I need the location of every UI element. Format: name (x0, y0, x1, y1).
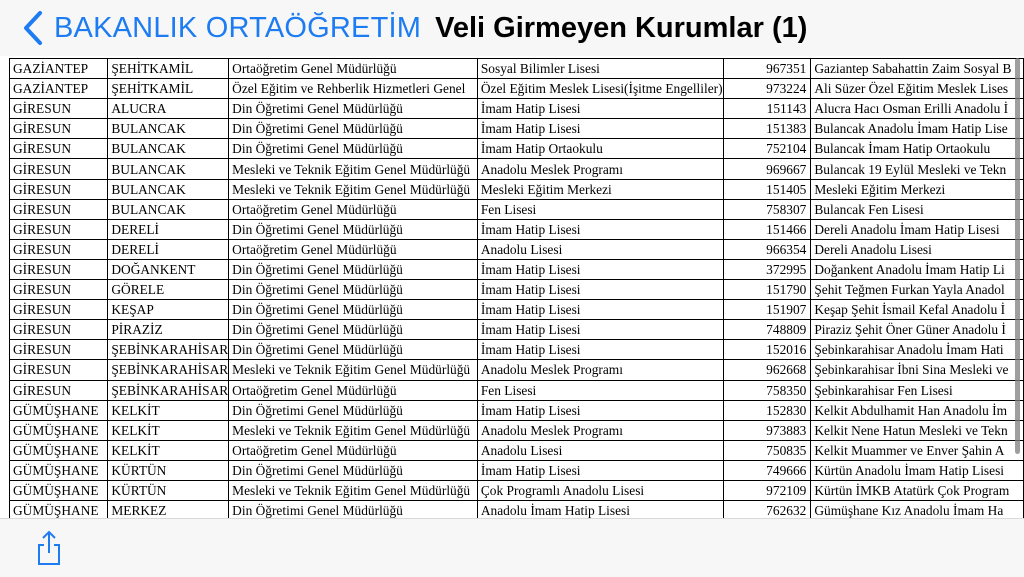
cell-province: GİRESUN (10, 219, 108, 239)
cell-institution-code: 372995 (723, 259, 811, 279)
cell-institution-type: İmam Hatip Lisesi (477, 99, 723, 119)
cell-province: GİRESUN (10, 340, 108, 360)
cell-province: GÜMÜŞHANE (10, 440, 108, 460)
cell-institution-name: Ali Süzer Özel Eğitim Meslek Lises (811, 79, 1024, 99)
cell-institution-name: Kelkit Nene Hatun Mesleki ve Tekn (811, 420, 1024, 440)
cell-institution-type: İmam Hatip Lisesi (477, 219, 723, 239)
cell-district: MERKEZ (108, 501, 229, 518)
cell-institution-code: 151405 (723, 179, 811, 199)
cell-institution-name: Şebinkarahisar İbni Sina Mesleki ve (811, 360, 1024, 380)
back-button[interactable] (0, 0, 421, 56)
cell-district: ŞEBİNKARAHİSAR (108, 360, 229, 380)
cell-directorate: Din Öğretimi Genel Müdürlüğü (229, 259, 478, 279)
table-row (10, 99, 1024, 119)
cell-institution-code: 151383 (723, 119, 811, 139)
cell-directorate: Ortaöğretim Genel Müdürlüğü (229, 199, 478, 219)
cell-province: GİRESUN (10, 320, 108, 340)
cell-directorate: Mesleki ve Teknik Eğitim Genel Müdürlüğü (229, 360, 478, 380)
cell-institution-code: 152016 (723, 340, 811, 360)
table-row (10, 360, 1024, 380)
cell-institution-name: Gümüşhane Kız Anadolu İmam Ha (811, 501, 1024, 518)
cell-directorate: Din Öğretimi Genel Müdürlüğü (229, 501, 478, 518)
cell-directorate: Ortaöğretim Genel Müdürlüğü (229, 239, 478, 259)
table-row (10, 59, 1024, 79)
cell-province: GÜMÜŞHANE (10, 400, 108, 420)
cell-institution-type: Anadolu Lisesi (477, 239, 723, 259)
document-viewer[interactable] (0, 56, 1024, 518)
cell-province: GİRESUN (10, 119, 108, 139)
cell-province: GİRESUN (10, 179, 108, 199)
cell-province: GAZİANTEP (10, 79, 108, 99)
table-row (10, 460, 1024, 480)
cell-institution-type: İmam Hatip Lisesi (477, 400, 723, 420)
cell-district: KELKİT (108, 400, 229, 420)
bottom-toolbar (0, 518, 1024, 577)
cell-district: KÜRTÜN (108, 480, 229, 500)
cell-institution-type: İmam Hatip Ortaokulu (477, 139, 723, 159)
cell-institution-name: Şehit Teğmen Furkan Yayla Anadol (811, 280, 1024, 300)
cell-institution-name: Keşap Şehit İsmail Kefal Anadolu İ (811, 300, 1024, 320)
scrollbar[interactable] (1015, 56, 1020, 456)
cell-province: GÜMÜŞHANE (10, 501, 108, 518)
cell-directorate: Din Öğretimi Genel Müdürlüğü (229, 460, 478, 480)
table-row (10, 380, 1024, 400)
cell-province: GİRESUN (10, 259, 108, 279)
cell-institution-type: İmam Hatip Lisesi (477, 119, 723, 139)
cell-institution-name: Bulancak 19 Eylül Mesleki ve Tekn (811, 159, 1024, 179)
cell-institution-code: 962668 (723, 360, 811, 380)
table-row (10, 280, 1024, 300)
cell-directorate: Din Öğretimi Genel Müdürlüğü (229, 139, 478, 159)
cell-institution-code: 749666 (723, 460, 811, 480)
institutions-table (9, 58, 1024, 518)
cell-directorate: Din Öğretimi Genel Müdürlüğü (229, 340, 478, 360)
table-row (10, 300, 1024, 320)
cell-directorate: Din Öğretimi Genel Müdürlüğü (229, 280, 478, 300)
cell-institution-code: 151907 (723, 300, 811, 320)
cell-province: GİRESUN (10, 139, 108, 159)
cell-directorate: Özel Eğitim ve Rehberlik Hizmetleri Genel (229, 79, 478, 99)
cell-directorate: Din Öğretimi Genel Müdürlüğü (229, 320, 478, 340)
cell-institution-type: İmam Hatip Lisesi (477, 340, 723, 360)
table-row (10, 420, 1024, 440)
cell-district: ŞEHİTKAMİL (108, 59, 229, 79)
cell-institution-name: Şebinkarahisar Fen Lisesi (811, 380, 1024, 400)
table-row (10, 119, 1024, 139)
table-row (10, 501, 1024, 518)
cell-institution-type: Anadolu Meslek Programı (477, 360, 723, 380)
table-row (10, 199, 1024, 219)
cell-institution-type: Anadolu Meslek Programı (477, 420, 723, 440)
cell-institution-type: Özel Eğitim Meslek Lisesi(İşitme Engelliler) (477, 79, 723, 99)
cell-directorate: Mesleki ve Teknik Eğitim Genel Müdürlüğü (229, 179, 478, 199)
table-row (10, 340, 1024, 360)
cell-institution-code: 973224 (723, 79, 811, 99)
table-row (10, 259, 1024, 279)
cell-district: GÖRELE (108, 280, 229, 300)
cell-institution-code: 752104 (723, 139, 811, 159)
cell-institution-code: 762632 (723, 501, 811, 518)
cell-province: GİRESUN (10, 239, 108, 259)
table-row (10, 139, 1024, 159)
cell-district: KELKİT (108, 440, 229, 460)
cell-institution-code: 750835 (723, 440, 811, 460)
cell-province: GİRESUN (10, 360, 108, 380)
cell-institution-name: Doğankent Anadolu İmam Hatip Li (811, 259, 1024, 279)
cell-institution-name: Gaziantep Sabahattin Zaim Sosyal B (811, 59, 1024, 79)
cell-institution-name: Dereli Anadolu İmam Hatip Lisesi (811, 219, 1024, 239)
cell-institution-type: Sosyal Bilimler Lisesi (477, 59, 723, 79)
navigation-bar (0, 0, 1024, 56)
cell-institution-name: Şebinkarahisar Anadolu İmam Hati (811, 340, 1024, 360)
cell-district: BULANCAK (108, 199, 229, 219)
cell-institution-type: İmam Hatip Lisesi (477, 320, 723, 340)
cell-institution-code: 972109 (723, 480, 811, 500)
page-title: Veli Girmeyen Kurumlar (1) (435, 11, 808, 44)
table-row (10, 219, 1024, 239)
cell-district: ŞEBİNKARAHİSAR (108, 340, 229, 360)
cell-district: ŞEBİNKARAHİSAR (108, 380, 229, 400)
cell-institution-code: 152830 (723, 400, 811, 420)
cell-province: GİRESUN (10, 99, 108, 119)
cell-institution-code: 966354 (723, 239, 811, 259)
cell-province: GİRESUN (10, 280, 108, 300)
cell-institution-type: İmam Hatip Lisesi (477, 280, 723, 300)
cell-province: GİRESUN (10, 380, 108, 400)
cell-institution-code: 758350 (723, 380, 811, 400)
cell-district: ŞEHİTKAMİL (108, 79, 229, 99)
cell-institution-name: Kürtün Anadolu İmam Hatip Lisesi (811, 460, 1024, 480)
cell-institution-name: Dereli Anadolu Lisesi (811, 239, 1024, 259)
cell-province: GİRESUN (10, 199, 108, 219)
table-row (10, 159, 1024, 179)
cell-institution-type: Mesleki Eğitim Merkezi (477, 179, 723, 199)
cell-directorate: Mesleki ve Teknik Eğitim Genel Müdürlüğü (229, 480, 478, 500)
cell-province: GÜMÜŞHANE (10, 420, 108, 440)
cell-district: KELKİT (108, 420, 229, 440)
cell-province: GİRESUN (10, 159, 108, 179)
cell-institution-type: Fen Lisesi (477, 199, 723, 219)
cell-institution-type: Anadolu Meslek Programı (477, 159, 723, 179)
cell-directorate: Mesleki ve Teknik Eğitim Genel Müdürlüğü (229, 159, 478, 179)
cell-district: DERELİ (108, 219, 229, 239)
cell-institution-name: Bulancak Fen Lisesi (811, 199, 1024, 219)
table-row (10, 400, 1024, 420)
cell-directorate: Ortaöğretim Genel Müdürlüğü (229, 59, 478, 79)
cell-directorate: Ortaöğretim Genel Müdürlüğü (229, 380, 478, 400)
cell-institution-type: İmam Hatip Lisesi (477, 460, 723, 480)
cell-institution-name: Kürtün İMKB Atatürk Çok Program (811, 480, 1024, 500)
cell-directorate: Din Öğretimi Genel Müdürlüğü (229, 99, 478, 119)
cell-district: PİRAZİZ (108, 320, 229, 340)
cell-institution-name: Mesleki Eğitim Merkezi (811, 179, 1024, 199)
cell-district: BULANCAK (108, 139, 229, 159)
cell-institution-type: İmam Hatip Lisesi (477, 300, 723, 320)
cell-institution-code: 151790 (723, 280, 811, 300)
cell-institution-type: Anadolu Lisesi (477, 440, 723, 460)
table-row (10, 179, 1024, 199)
share-icon[interactable] (34, 529, 64, 567)
cell-directorate: Ortaöğretim Genel Müdürlüğü (229, 440, 478, 460)
cell-institution-name: Piraziz Şehit Öner Güner Anadolu İ (811, 320, 1024, 340)
cell-directorate: Din Öğretimi Genel Müdürlüğü (229, 400, 478, 420)
cell-province: GAZİANTEP (10, 59, 108, 79)
cell-institution-type: Anadolu İmam Hatip Lisesi (477, 501, 723, 518)
back-button-label: BAKANLIK ORTAÖĞRETİM (54, 11, 422, 44)
cell-institution-code: 151466 (723, 219, 811, 239)
cell-province: GÜMÜŞHANE (10, 480, 108, 500)
table-row (10, 239, 1024, 259)
cell-institution-code: 969667 (723, 159, 811, 179)
cell-institution-code: 748809 (723, 320, 811, 340)
cell-directorate: Mesleki ve Teknik Eğitim Genel Müdürlüğü (229, 420, 478, 440)
cell-province: GÜMÜŞHANE (10, 460, 108, 480)
cell-district: BULANCAK (108, 119, 229, 139)
cell-district: BULANCAK (108, 159, 229, 179)
cell-institution-name: Kelkit Muammer ve Enver Şahin A (811, 440, 1024, 460)
cell-province: GİRESUN (10, 300, 108, 320)
cell-institution-name: Kelkit Abdulhamit Han Anadolu İm (811, 400, 1024, 420)
cell-institution-name: Bulancak Anadolu İmam Hatip Lise (811, 119, 1024, 139)
cell-institution-code: 973883 (723, 420, 811, 440)
cell-directorate: Din Öğretimi Genel Müdürlüğü (229, 219, 478, 239)
cell-institution-type: Çok Programlı Anadolu Lisesi (477, 480, 723, 500)
cell-institution-type: İmam Hatip Lisesi (477, 259, 723, 279)
cell-district: KÜRTÜN (108, 460, 229, 480)
cell-institution-code: 758307 (723, 199, 811, 219)
cell-institution-code: 151143 (723, 99, 811, 119)
table-row (10, 480, 1024, 500)
cell-district: DOĞANKENT (108, 259, 229, 279)
cell-district: KEŞAP (108, 300, 229, 320)
cell-directorate: Din Öğretimi Genel Müdürlüğü (229, 119, 478, 139)
table-row (10, 79, 1024, 99)
cell-institution-type: Fen Lisesi (477, 380, 723, 400)
cell-institution-name: Bulancak İmam Hatip Ortaokulu (811, 139, 1024, 159)
cell-district: ALUCRA (108, 99, 229, 119)
cell-institution-code: 967351 (723, 59, 811, 79)
chevron-left-icon (18, 0, 48, 56)
cell-directorate: Din Öğretimi Genel Müdürlüğü (229, 300, 478, 320)
table-row (10, 440, 1024, 460)
cell-district: BULANCAK (108, 179, 229, 199)
table-row (10, 320, 1024, 340)
cell-institution-name: Alucra Hacı Osman Erilli Anadolu İ (811, 99, 1024, 119)
cell-district: DERELİ (108, 239, 229, 259)
